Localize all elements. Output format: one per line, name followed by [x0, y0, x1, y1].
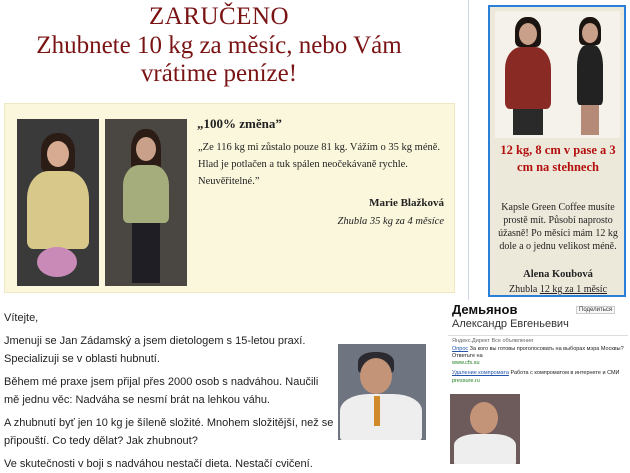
paragraph-2: Během mé praxe jsem přijal přes 2000 osob s nadváhou. Naučili mě jednu věc: Nadváha se nesmí brát na lehkou váhu. — [4, 376, 319, 406]
ad-source-row: Яндекс.Директ Все объявления — [452, 338, 534, 344]
before-photo — [17, 119, 99, 286]
ad-result-link[interactable]: 12 kg za 1 měsíc — [539, 284, 608, 295]
ad-text: Kapsle Green Coffee musíte prostě mít. Působí naprosto úžasně! Po měsíci mám 12 kg dole a o jednu velikost méně. — [498, 202, 618, 252]
ad-figure-before — [499, 13, 557, 136]
profile-divider — [448, 335, 628, 336]
profile-subname: Александр Евгеньевич — [452, 318, 569, 330]
ad-name: Alena Koubová — [523, 269, 593, 280]
profile-panel — [444, 302, 630, 470]
poll-row — [452, 346, 628, 360]
testimonial-title: „100% změna” — [197, 116, 282, 131]
doctor-photo — [338, 344, 426, 440]
testimonial-box — [4, 103, 455, 293]
share-button[interactable]: Поделиться — [576, 306, 615, 314]
after-photo — [105, 119, 187, 286]
ad-headline: 12 kg, 8 cm v pase a 3 cm na stehnech — [500, 143, 616, 174]
profile-name: Демьянов — [452, 302, 518, 317]
right-ad-banner[interactable] — [488, 5, 626, 297]
profile-photo — [450, 394, 520, 464]
compromat-url[interactable]: pressure.ru — [452, 378, 480, 384]
poll-url[interactable]: www.cfs.su — [452, 360, 480, 366]
compromat-row — [452, 370, 628, 377]
headline-line-3: vrátime peníze! — [140, 60, 298, 87]
paragraph-3: A zhubnutí byť jen 10 kg je šíleně složité. Mnohem složitější, než se připouští. Co tedy dělat? Jak zhubnout? — [4, 417, 334, 447]
testimonial-result: Zhubla 35 kg za 4 měsíce — [337, 216, 444, 227]
headline-line-2: Zhubnete 10 kg za měsíc, nebo Vám — [36, 32, 402, 59]
ad-figure-after — [561, 13, 619, 136]
paragraph-4: Ve skutečnosti v boji s nadváhou nestačí dieta. Nestačí cvičení. — [4, 458, 313, 470]
headline — [0, 2, 438, 88]
testimonial-quote: „Ze 116 kg mi zůstalo pouze 81 kg. Vážím o 35 kg méně. Hlad je potlačen a tuk spálen neočekávaně rychle. Neuvěřitelné.” — [198, 142, 441, 187]
column-divider — [468, 0, 469, 300]
headline-line-1: ZARUČENO — [148, 3, 290, 30]
ad-photo — [495, 11, 620, 138]
greeting: Vítejte, — [4, 312, 39, 324]
poll-link[interactable]: Опрос — [452, 346, 469, 352]
ad-result — [494, 284, 622, 295]
testimonial-name: Marie Blažková — [369, 197, 444, 209]
ad-result-prefix: Zhubla — [508, 284, 540, 295]
poll-text: За кого вы готовы проголосовать на выборах мэра Москвы? Ответьте на — [452, 346, 624, 359]
compromat-text: Работа с компроматом в интернете и СМИ — [510, 370, 620, 376]
paragraph-1: Jmenuji se Jan Zádamský a jsem dietologem s 15-letou praxí. Specializuji se v oblasti hubnutí. — [4, 335, 306, 365]
compromat-link[interactable]: Удаление компромата — [452, 370, 509, 376]
